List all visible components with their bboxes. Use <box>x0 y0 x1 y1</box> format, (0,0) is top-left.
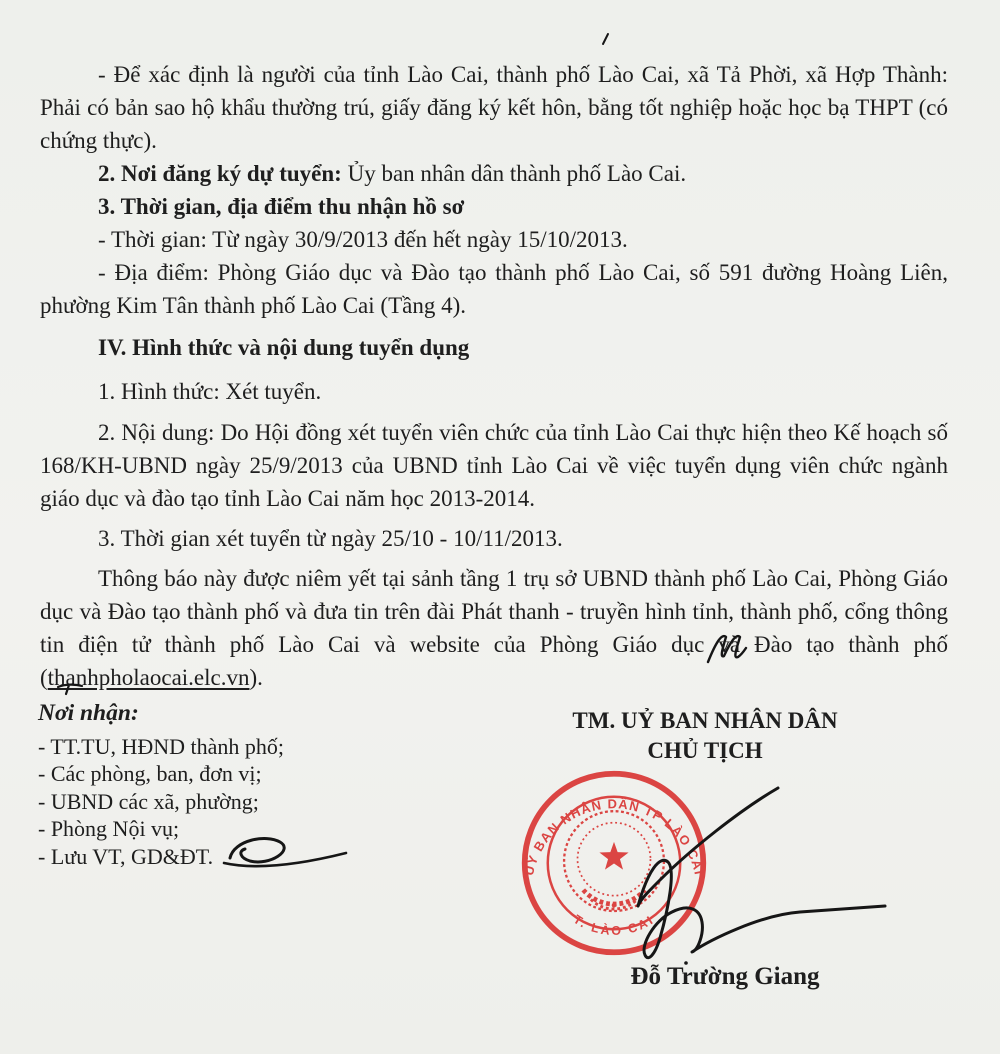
authority-title: CHỦ TỊCH <box>647 738 763 763</box>
heading-time-location: 3. Thời gian, địa điểm thu nhận hồ sơ <box>98 194 465 219</box>
registration-place-label: 2. Nơi đăng ký dự tuyển: <box>98 161 342 186</box>
seal-ring-text: UỶ BAN NHÂN DÂN TP LÀO CAI <box>520 796 708 877</box>
paragraph-time: - Thời gian: Từ ngày 30/9/2013 đến hết ngày 15/10/2013. <box>98 227 628 252</box>
recipient-item: - TT.TU, HĐND thành phố; <box>38 733 285 759</box>
notice-text-end: ). <box>249 665 263 690</box>
paragraph-notice <box>40 562 948 694</box>
recipient-item: - Phòng Nội vụ; <box>38 816 180 841</box>
notice-text: Thông báo này được niêm yết tại sảnh tầng 1 trụ sở UBND thành phố Lào Cai, Phòng Giáo dục và Đào tạo thành phố và đưa tin trên đài Phát thanh - truyền hình tỉnh, thành phố, cổng thông tin điện tử thành phố Lào Cai và website của Phòng Giáo dục và Đào tạo thành phố ( <box>40 566 948 690</box>
recipient-item: - Lưu VT, GD&ĐT. <box>38 843 214 869</box>
paragraph-location: - Địa điểm: Phòng Giáo dục và Đào tạo thành phố Lào Cai, số 591 đường Hoàng Liên, phường Kim Tân thành phố Lào Cai (Tầng 4). <box>40 260 948 318</box>
seal-bottom-text: T. LÀO CAI <box>570 912 658 939</box>
pen-flourish-mark <box>700 628 748 668</box>
recipient-item: - UBND các xã, phường; <box>38 788 259 814</box>
stray-pen-mark-left <box>56 680 84 696</box>
stray-pen-mark-top <box>600 32 612 46</box>
signature <box>555 735 905 980</box>
section-heading-iv: IV. Hình thức và nội dung tuyển dụng <box>98 335 470 360</box>
recipients-heading: Nơi nhận: <box>38 700 139 726</box>
paragraph-review-time: 3. Thời gian xét tuyển từ ngày 25/10 - 10/11/2013. <box>98 526 563 551</box>
recipient-item: - Các phòng, ban, đơn vị; <box>38 761 262 786</box>
registration-place-value: Ủy ban nhân dân thành phố Lào Cai. <box>341 161 687 186</box>
paragraph-method: 1. Hình thức: Xét tuyển. <box>98 379 322 404</box>
paragraph-residency-proof <box>40 58 948 157</box>
paragraph-content: 2. Nội dung: Do Hội đồng xét tuyển viên chức của tỉnh Lào Cai thực hiện theo Kế hoạch số 168/KH-UBND ngày 25/9/2013 của UBND tỉnh Lào Cai về việc tuyển dụng viên chức ngành giáo dục và đào tạo tỉnh Lào Cai năm học 2013-2014. <box>40 420 948 511</box>
paragraph-residency-proof-text: - Để xác định là người của tỉnh Lào Cai, thành phố Lào Cai, xã Tả Phời, xã Hợp Thành: Phải có bản sao hộ khẩu thường trú, giấy đăng ký kết hôn, bằng tốt nghiệp hoặc học bạ THPT (có chứng thực). <box>40 62 948 153</box>
authority-line: TM. UỶ BAN NHÂN DÂN <box>572 708 838 733</box>
paragraph-registration-place <box>40 157 948 190</box>
signer-name: Đỗ Trường Giang <box>630 963 820 990</box>
website-link[interactable]: thanhpholaocai.elc.vn <box>47 665 250 690</box>
clerk-initial-scribble <box>218 830 353 878</box>
